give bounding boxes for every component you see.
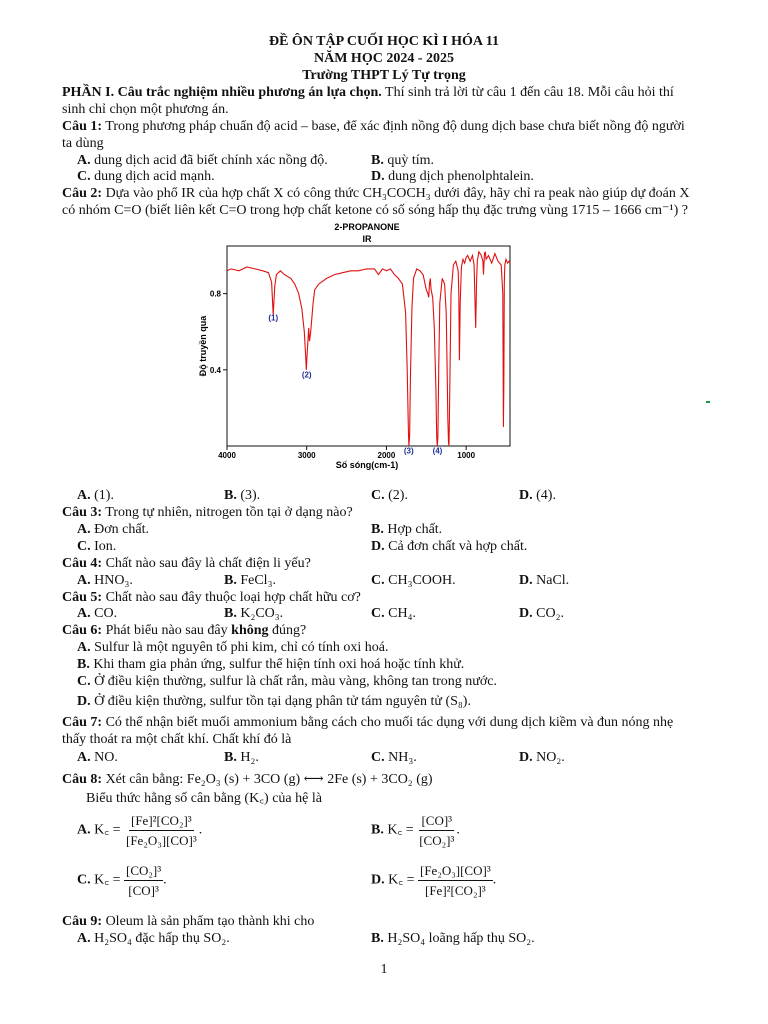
q7-option-b[interactable]: B. H₂. <box>224 750 259 765</box>
y-tick-label: 0.4 <box>209 365 221 375</box>
school-year: NĂM HỌC 2024 - 2025 <box>314 51 454 66</box>
q2-option-a[interactable]: A. (1). <box>77 488 114 503</box>
x-tick-label: 3000 <box>297 451 316 460</box>
x-axis-label: Số sóng(cm-1) <box>335 460 399 470</box>
question-1 <box>62 118 685 135</box>
part1-heading <box>62 84 674 101</box>
school-name: Trường THPT Lý Tự trọng <box>302 68 466 83</box>
q4-option-a[interactable]: A. HNO₃. <box>77 573 133 588</box>
question-7: Câu 7: Có thể nhận biết muối ammonium bằng cách cho muối tác dụng với dung dịch kiềm và đun nóng nhẹ <box>62 715 674 730</box>
y-tick-label: 0.8 <box>209 289 221 299</box>
ir-series-line <box>227 252 510 446</box>
chart-subtitle: IR <box>362 234 372 244</box>
q9-option-b[interactable]: B. H₂SO₄ loãng hấp thụ SO₂. <box>371 931 535 946</box>
part1-instruction: Thí sinh trả lời từ câu 1 đến câu 18. Mỗi câu hỏi thí <box>381 85 674 100</box>
q1-option-c[interactable]: C. dung dịch acid mạnh. <box>77 169 215 184</box>
question-2: Câu 2: Dựa vào phổ IR của hợp chất X có công thức CH₃COCH₃ dưới đây, hãy chỉ ra peak nào giúp dự đoán X <box>62 186 690 201</box>
question-5: Câu 5: Chất nào sau đây thuộc loại hợp chất hữu cơ? <box>62 590 361 605</box>
question-8-sub: Biểu thức hằng số cân bằng (K꜀) của hệ là <box>86 791 322 806</box>
q7-option-c[interactable]: C. NH₃. <box>371 750 417 765</box>
q1-option-d[interactable]: D. dung dịch phenolphtalein. <box>371 169 534 184</box>
q4-option-b[interactable]: B. FeCl₃. <box>224 573 276 588</box>
q1-option-b[interactable]: B. quỳ tím. <box>371 153 435 168</box>
exam-title: ĐỀ ÔN TẬP CUỐI HỌC KÌ I HÓA 11 <box>268 34 499 49</box>
q3-option-b[interactable]: B. Hợp chất. <box>371 522 443 537</box>
question-7-cont: thấy thoát ra một chất khí. Chất khí đó là <box>62 732 292 747</box>
q2-option-d[interactable]: D. (4). <box>519 488 556 503</box>
q2-option-b[interactable]: B. (3). <box>224 488 261 503</box>
question-9: Câu 9: Oleum là sản phẩm tạo thành khi cho <box>62 914 315 929</box>
q6-option-a[interactable]: A. Sulfur là một nguyên tố phi kim, chỉ có tính oxi hoá. <box>77 640 389 655</box>
q9-option-a[interactable]: A. H₂SO₄ đặc hấp thụ SO₂. <box>77 931 230 946</box>
margin-mark <box>706 401 710 403</box>
peak-label: (3) <box>403 446 414 456</box>
question-2-cont: có nhóm C=O (biết liên kết C=O trong hợp chất ketone có số sóng hấp thụ đặc trưng vùng 1715 – 1666 cm⁻¹) ? <box>62 203 688 218</box>
peak-label: (4) <box>432 446 443 456</box>
question-label: Câu 1: <box>62 119 103 134</box>
q5-option-a[interactable]: A. CO. <box>77 606 118 621</box>
y-axis-label: Độ truyền qua <box>198 315 208 377</box>
question-text: Trong phương pháp chuẩn độ acid – base, để xác định nồng độ dung dịch base chưa biết nồng độ người <box>102 119 685 134</box>
question-6: Câu 6: Phát biểu nào sau đây không đúng? <box>62 623 307 638</box>
page-number: 1 <box>380 962 388 977</box>
q4-option-c[interactable]: C. CH₃COOH. <box>371 573 456 588</box>
q3-option-a[interactable]: A. Đơn chất. <box>77 522 149 537</box>
q5-option-c[interactable]: C. CH₄. <box>371 606 416 621</box>
ir-spectrum-chart <box>190 218 530 476</box>
question-1-cont: ta dùng <box>62 136 104 151</box>
part1-instruction-cont: sinh chỉ chọn một phương án. <box>62 102 229 117</box>
q6-option-d[interactable]: D. Ở điều kiện thường, sulfur tồn tại dạng phân tử tám nguyên tử (S₈). <box>77 694 471 709</box>
q8-option-a[interactable]: A. K꜀ = $\frac{\text{[Fe]²[CO₂]³}}{\text{[Fe₂O₃][CO]³}}$ . <box>77 813 203 848</box>
x-tick-label: 1000 <box>457 451 476 460</box>
x-tick-label: 2000 <box>377 451 396 460</box>
q3-option-d[interactable]: D. Cả đơn chất và hợp chất. <box>371 539 528 554</box>
question-4: Câu 4: Chất nào sau đây là chất điện li yếu? <box>62 556 311 571</box>
q3-option-c[interactable]: C. Ion. <box>77 539 117 554</box>
q6-option-c[interactable]: C. Ở điều kiện thường, sulfur là chất rắn, màu vàng, không tan trong nước. <box>77 674 497 689</box>
q1-option-a[interactable]: A. dung dịch acid đã biết chính xác nồng độ. <box>77 153 328 168</box>
q5-option-d[interactable]: D. CO₂. <box>519 606 564 621</box>
chart-title: 2-PROPANONE <box>334 222 400 232</box>
question-3: Câu 3: Trong tự nhiên, nitrogen tồn tại ở dạng nào? <box>62 505 353 520</box>
q8-option-d[interactable]: D. K꜀ = $\frac{\text{[Fe₂O₃][CO]³}}{\text{[Fe]²[CO₂]³}}$ . <box>371 863 497 898</box>
q8-option-b[interactable]: B. K꜀ = $\frac{\text{[CO]³}}{\text{[CO₂]³}}$ . <box>371 813 460 848</box>
q6-option-b[interactable]: B. Khi tham gia phản ứng, sulfur thể hiện tính oxi hoá hoặc tính khử. <box>77 657 465 672</box>
question-8: Câu 8: Xét cân bằng: Fe₂O₃ (s) + 3CO (g) ⟷ 2Fe (s) + 3CO₂ (g) <box>62 772 433 787</box>
q5-option-b[interactable]: B. K₂CO₃. <box>224 606 284 621</box>
peak-label: (1) <box>268 313 279 323</box>
part1-title: PHẦN I. Câu trắc nghiệm nhiều phương án lựa chọn. <box>62 85 382 100</box>
q7-option-d[interactable]: D. NO₂. <box>519 750 565 765</box>
peak-label: (2) <box>301 370 312 380</box>
q2-option-c[interactable]: C. (2). <box>371 488 408 503</box>
q7-option-a[interactable]: A. NO. <box>77 750 118 765</box>
q4-option-d[interactable]: D. NaCl. <box>519 573 570 588</box>
x-tick-label: 4000 <box>218 451 236 460</box>
q8-option-c[interactable]: C. K꜀ = $\frac{\text{[CO₂]³}}{\text{[CO]³}}$ . <box>77 863 167 898</box>
